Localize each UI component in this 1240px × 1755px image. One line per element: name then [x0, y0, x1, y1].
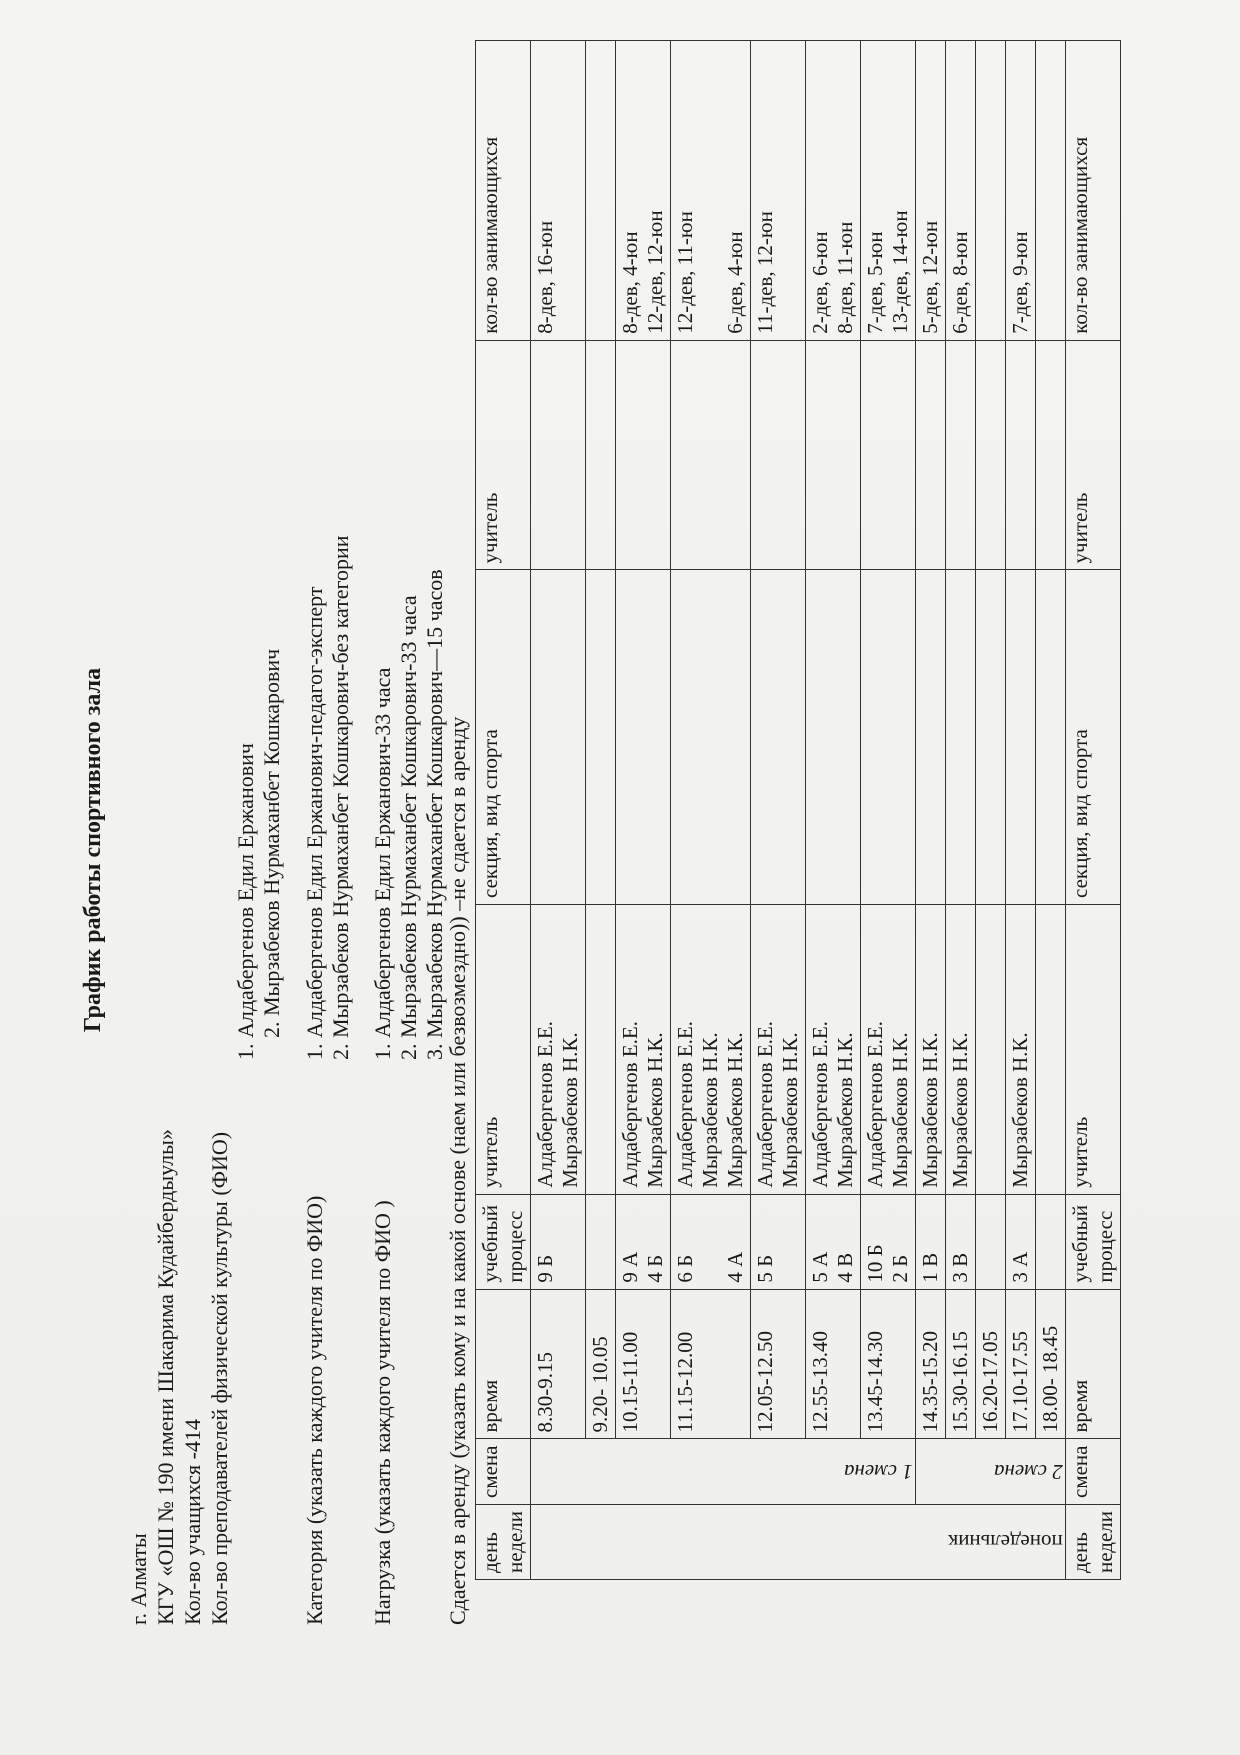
col-classes: учебный процесс — [476, 1194, 531, 1289]
shift-2-cell — [916, 1439, 1066, 1505]
cell-classes — [586, 1194, 616, 1289]
cell-count: 5-дев, 12-юн — [916, 41, 946, 341]
cell-section — [1006, 570, 1036, 905]
cell-time: 18.00- 18.45 — [1036, 1289, 1066, 1439]
cell-count: 11-дев, 12-юн — [751, 41, 806, 341]
category-1: 1. Алдабергенов Едил Ержанович-педагог-эксперт — [302, 586, 327, 1060]
cell-time: 11.15-12.00 — [671, 1289, 751, 1439]
load-3: 3. Мырзабеков Нурмаханбет Кошкарович—15 часов — [422, 569, 447, 1060]
cell-section — [1036, 570, 1066, 905]
rotated-content — [30, 10, 1210, 1690]
cell-count: 2-дев, 6-юн 8-дев, 11-юн — [806, 41, 861, 341]
shift-1-label: 1 смена — [844, 1460, 913, 1485]
cell-time: 12.05-12.50 — [751, 1289, 806, 1439]
cell-teacher: Алдабергенов Е.Е. Мырзабеков Н.К. — [751, 904, 806, 1194]
cell-count — [1036, 41, 1066, 341]
teachers-list — [233, 649, 285, 1060]
cell-teacher: Мырзабеков Н.К. — [916, 904, 946, 1194]
table-header-row — [476, 41, 531, 1580]
cell-teacher2 — [976, 340, 1006, 570]
rent-info: Сдается в аренду (указать кому и на какой основе (наем или безвозмездно)) –не сдается в аренду — [445, 716, 470, 1625]
table-row — [1036, 41, 1066, 1580]
col-day: день недели — [476, 1505, 531, 1580]
footer-teacher-2: учитель — [1066, 340, 1121, 570]
cell-teacher: Алдабергенов Е.Е. Мырзабеков Н.К. — [861, 904, 916, 1194]
table-row — [751, 41, 806, 1580]
col-section: секция, вид спорта — [476, 570, 531, 905]
cell-count: 7-дев, 9-юн — [1006, 41, 1036, 341]
col-count: кол-во занимающихся — [476, 41, 531, 341]
day-cell — [531, 1505, 1066, 1580]
category-label: Категория (указать каждого учителя по ФИО) — [302, 1195, 327, 1625]
cell-teacher2 — [671, 340, 751, 570]
footer-section: секция, вид спорта — [1066, 570, 1121, 905]
cell-count: 12-дев, 11-юн 6-дев, 4-юн — [671, 41, 751, 341]
cell-count: 6-дев, 8-юн — [946, 41, 976, 341]
table-footer-row — [1066, 41, 1121, 1580]
footer-teacher: учитель — [1066, 904, 1121, 1194]
cell-count: 7-дев, 5-юн 13-дев, 14-юн — [861, 41, 916, 341]
cell-teacher: Алдабергенов Е.Е. Мырзабеков Н.К. — [531, 904, 586, 1194]
table-row — [806, 41, 861, 1580]
cell-teacher2 — [946, 340, 976, 570]
cell-section — [671, 570, 751, 905]
load-2: 2. Мырзабеков Нурмаханбет Кошкарович-33 часа — [396, 595, 421, 1060]
cell-classes: 3 В — [946, 1194, 976, 1289]
table-row — [861, 41, 916, 1580]
cell-teacher — [586, 904, 616, 1194]
cell-time: 15.30-16.15 — [946, 1289, 976, 1439]
load-label: Нагрузка (указать каждого учителя по ФИО ) — [370, 1200, 395, 1625]
footer-shift: смена — [1066, 1439, 1121, 1505]
cell-teacher: Мырзабеков Н.К. — [1006, 904, 1036, 1194]
cell-time: 13.45-14.30 — [861, 1289, 916, 1439]
cell-classes: 9 Б — [531, 1194, 586, 1289]
table-row — [671, 41, 751, 1580]
cell-teacher2 — [916, 340, 946, 570]
categories-list — [302, 535, 354, 1060]
table-row — [1006, 41, 1036, 1580]
load-1: 1. Алдабергенов Едил Ержанович-33 часа — [370, 667, 395, 1060]
cell-count: 8-дев, 4-юн 12-дев, 12-юн — [616, 41, 671, 341]
cell-classes: 1 В — [916, 1194, 946, 1289]
cell-teacher2 — [751, 340, 806, 570]
cell-section — [531, 570, 586, 905]
footer-day: день недели — [1066, 1505, 1121, 1580]
cell-classes: 9 А 4 Б — [616, 1194, 671, 1289]
cell-classes: 6 Б 4 А — [671, 1194, 751, 1289]
col-teacher: учитель — [476, 904, 531, 1194]
cell-teacher: Мырзабеков Н.К. — [946, 904, 976, 1194]
day-label: понедельник — [948, 1530, 1063, 1555]
cell-section — [616, 570, 671, 905]
teacher-2: 2. Мырзабеков Нурмаханбет Кошкарович — [259, 648, 284, 1038]
cell-teacher2 — [616, 340, 671, 570]
teacher-1: 1. Алдабергенов Едил Ержанович — [233, 743, 258, 1060]
cell-time: 8.30-9.15 — [531, 1289, 586, 1439]
cell-section — [976, 570, 1006, 905]
cell-teacher2 — [1036, 340, 1066, 570]
footer-count: кол-во занимающихся — [1066, 41, 1121, 341]
cell-teacher: Алдабергенов Е.Е. Мырзабеков Н.К. Мырзабеков Н.К. — [671, 904, 751, 1194]
cell-time: 12.55-13.40 — [806, 1289, 861, 1439]
cell-time: 16.20-17.05 — [976, 1289, 1006, 1439]
cell-count — [586, 41, 616, 341]
cell-teacher2 — [1006, 340, 1036, 570]
schedule-table — [475, 40, 1121, 1580]
cell-count — [976, 41, 1006, 341]
school: КГУ «ОШ № 190 имени Шакарима Кудайбердыулы» — [153, 1129, 178, 1625]
cell-section — [806, 570, 861, 905]
students-count: Кол-во учащихся -414 — [180, 1419, 205, 1625]
page-title: График работы спортивного зала — [80, 667, 106, 1033]
cell-section — [946, 570, 976, 905]
cell-section — [586, 570, 616, 905]
table-row — [946, 41, 976, 1580]
col-shift: смена — [476, 1439, 531, 1505]
cell-time: 10.15-11.00 — [616, 1289, 671, 1439]
cell-teacher: Алдабергенов Е.Е. Мырзабеков Н.К. — [616, 904, 671, 1194]
footer-classes: учебный процесс — [1066, 1194, 1121, 1289]
col-teacher-2: учитель — [476, 340, 531, 570]
cell-classes — [1036, 1194, 1066, 1289]
shift-2-label: 2 смена — [994, 1460, 1063, 1485]
table-row — [616, 41, 671, 1580]
cell-time: 17.10-17.55 — [1006, 1289, 1036, 1439]
cell-teacher2 — [586, 340, 616, 570]
cell-teacher — [1036, 904, 1066, 1194]
teachers-label: Кол-во преподавателей физической культуры (ФИО) — [207, 1131, 232, 1625]
cell-classes — [976, 1194, 1006, 1289]
cell-section — [916, 570, 946, 905]
cell-teacher2 — [806, 340, 861, 570]
city: г. Алматы — [126, 1533, 151, 1625]
table-body — [531, 41, 1066, 1580]
table-row — [916, 41, 946, 1580]
table-row — [586, 41, 616, 1580]
cell-classes: 3 А — [1006, 1194, 1036, 1289]
cell-section — [861, 570, 916, 905]
table-row — [976, 41, 1006, 1580]
cell-classes: 5 А 4 В — [806, 1194, 861, 1289]
cell-time: 9.20- 10.05 — [586, 1289, 616, 1439]
header-info — [125, 1129, 233, 1625]
cell-classes: 10 Б 2 Б — [861, 1194, 916, 1289]
table-row — [531, 41, 586, 1580]
cell-teacher2 — [861, 340, 916, 570]
col-time: время — [476, 1289, 531, 1439]
cell-teacher2 — [531, 340, 586, 570]
footer-time: время — [1066, 1289, 1121, 1439]
category-2: 2. Мырзабеков Нурмаханбет Кошкарович-без категории — [328, 535, 353, 1060]
cell-section — [751, 570, 806, 905]
cell-teacher: Алдабергенов Е.Е. Мырзабеков Н.К. — [806, 904, 861, 1194]
cell-teacher — [976, 904, 1006, 1194]
loads-list — [370, 569, 448, 1060]
cell-count: 8-дев, 16-юн — [531, 41, 586, 341]
shift-1-cell — [531, 1439, 916, 1505]
cell-classes: 5 Б — [751, 1194, 806, 1289]
cell-time: 14.35-15.20 — [916, 1289, 946, 1439]
